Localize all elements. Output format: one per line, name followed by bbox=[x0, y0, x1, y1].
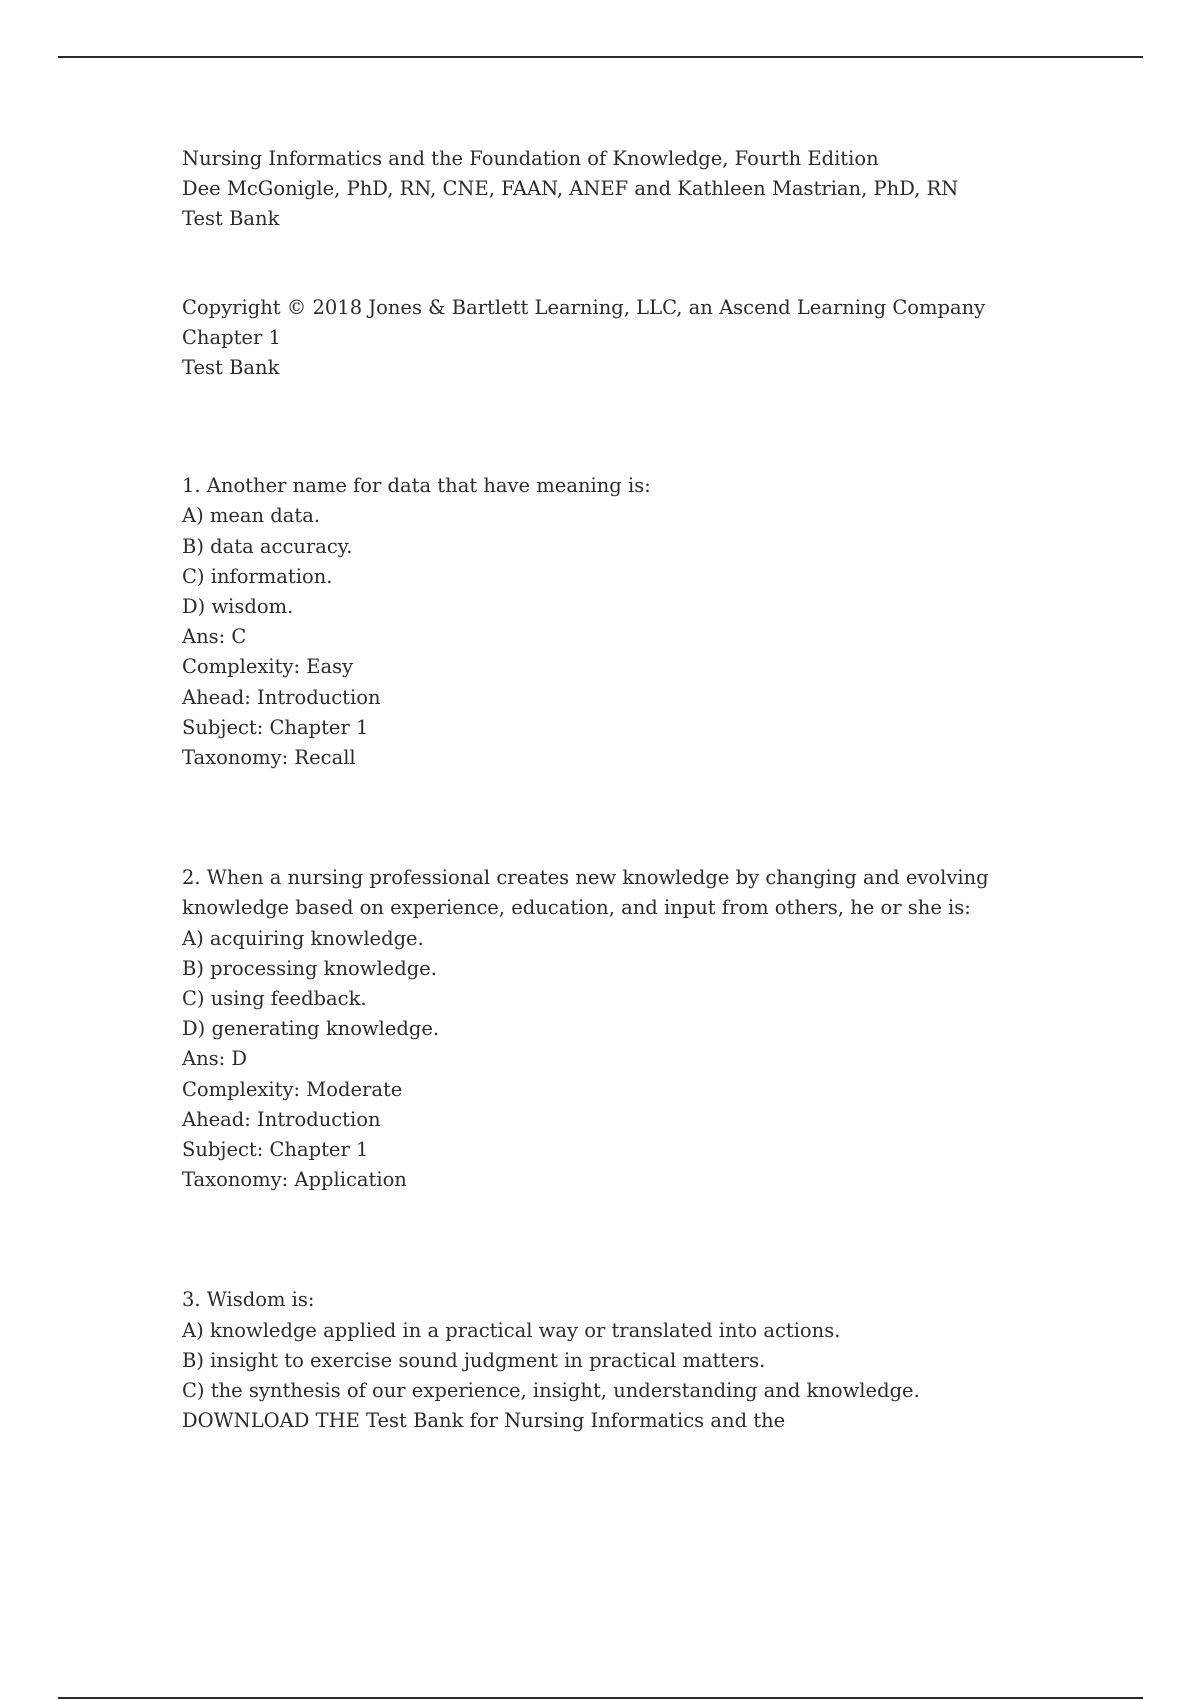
ahead: Ahead: Introduction bbox=[182, 685, 381, 709]
answer-option: A) mean data. bbox=[182, 504, 321, 528]
answer-option: B) insight to exercise sound judgment in practical matters. bbox=[182, 1348, 766, 1372]
question-stem-continued: knowledge based on experience, education, and input from others, he or she is: bbox=[182, 896, 971, 920]
answer-option: A) knowledge applied in a practical way or translated into actions. bbox=[182, 1318, 841, 1342]
download-text: DOWNLOAD THE Test Bank for Nursing Informatics and the bbox=[182, 1409, 786, 1433]
test-bank-label: Test Bank bbox=[182, 356, 280, 380]
question-stem: 3. Wisdom is: bbox=[182, 1288, 315, 1312]
document-header bbox=[182, 144, 982, 235]
question-2 bbox=[182, 863, 989, 1195]
chapter-label: Chapter 1 bbox=[182, 325, 281, 349]
document-type: Test Bank bbox=[182, 207, 280, 231]
answer-option: C) information. bbox=[182, 564, 333, 588]
answer-option: B) data accuracy. bbox=[182, 534, 353, 558]
ahead: Ahead: Introduction bbox=[182, 1107, 381, 1131]
book-title: Nursing Informatics and the Foundation of Knowledge, Fourth Edition bbox=[182, 147, 879, 170]
document-body bbox=[182, 144, 989, 1437]
answer-option: A) acquiring knowledge. bbox=[182, 926, 424, 950]
copyright-block bbox=[182, 293, 986, 384]
question-3 bbox=[182, 1285, 982, 1436]
taxonomy: Taxonomy: Application bbox=[182, 1168, 407, 1192]
subject: Subject: Chapter 1 bbox=[182, 1138, 369, 1162]
complexity: Complexity: Moderate bbox=[182, 1077, 403, 1101]
answer-option: D) generating knowledge. bbox=[182, 1017, 440, 1041]
subject: Subject: Chapter 1 bbox=[182, 715, 369, 739]
question-stem: 2. When a nursing professional creates new knowledge by changing and evolving bbox=[182, 866, 989, 890]
copyright-notice: Copyright © 2018 Jones & Bartlett Learning, LLC, an Ascend Learning Company bbox=[182, 295, 986, 319]
answer-key: Ans: C bbox=[182, 625, 247, 649]
question-1 bbox=[182, 471, 982, 773]
answer-option: D) wisdom. bbox=[182, 595, 294, 619]
top-rule bbox=[58, 56, 1143, 58]
answer-option: C) the synthesis of our experience, insight, understanding and knowledge. bbox=[182, 1379, 920, 1403]
answer-key: Ans: D bbox=[182, 1047, 248, 1071]
bottom-rule bbox=[58, 1697, 1143, 1699]
answer-option: B) processing knowledge. bbox=[182, 956, 437, 980]
complexity: Complexity: Easy bbox=[182, 655, 354, 679]
answer-option: C) using feedback. bbox=[182, 987, 367, 1011]
question-stem: 1. Another name for data that have meaning is: bbox=[182, 474, 651, 498]
taxonomy: Taxonomy: Recall bbox=[182, 746, 356, 770]
book-authors: Dee McGonigle, PhD, RN, CNE, FAAN, ANEF and Kathleen Mastrian, PhD, RN bbox=[182, 177, 959, 201]
